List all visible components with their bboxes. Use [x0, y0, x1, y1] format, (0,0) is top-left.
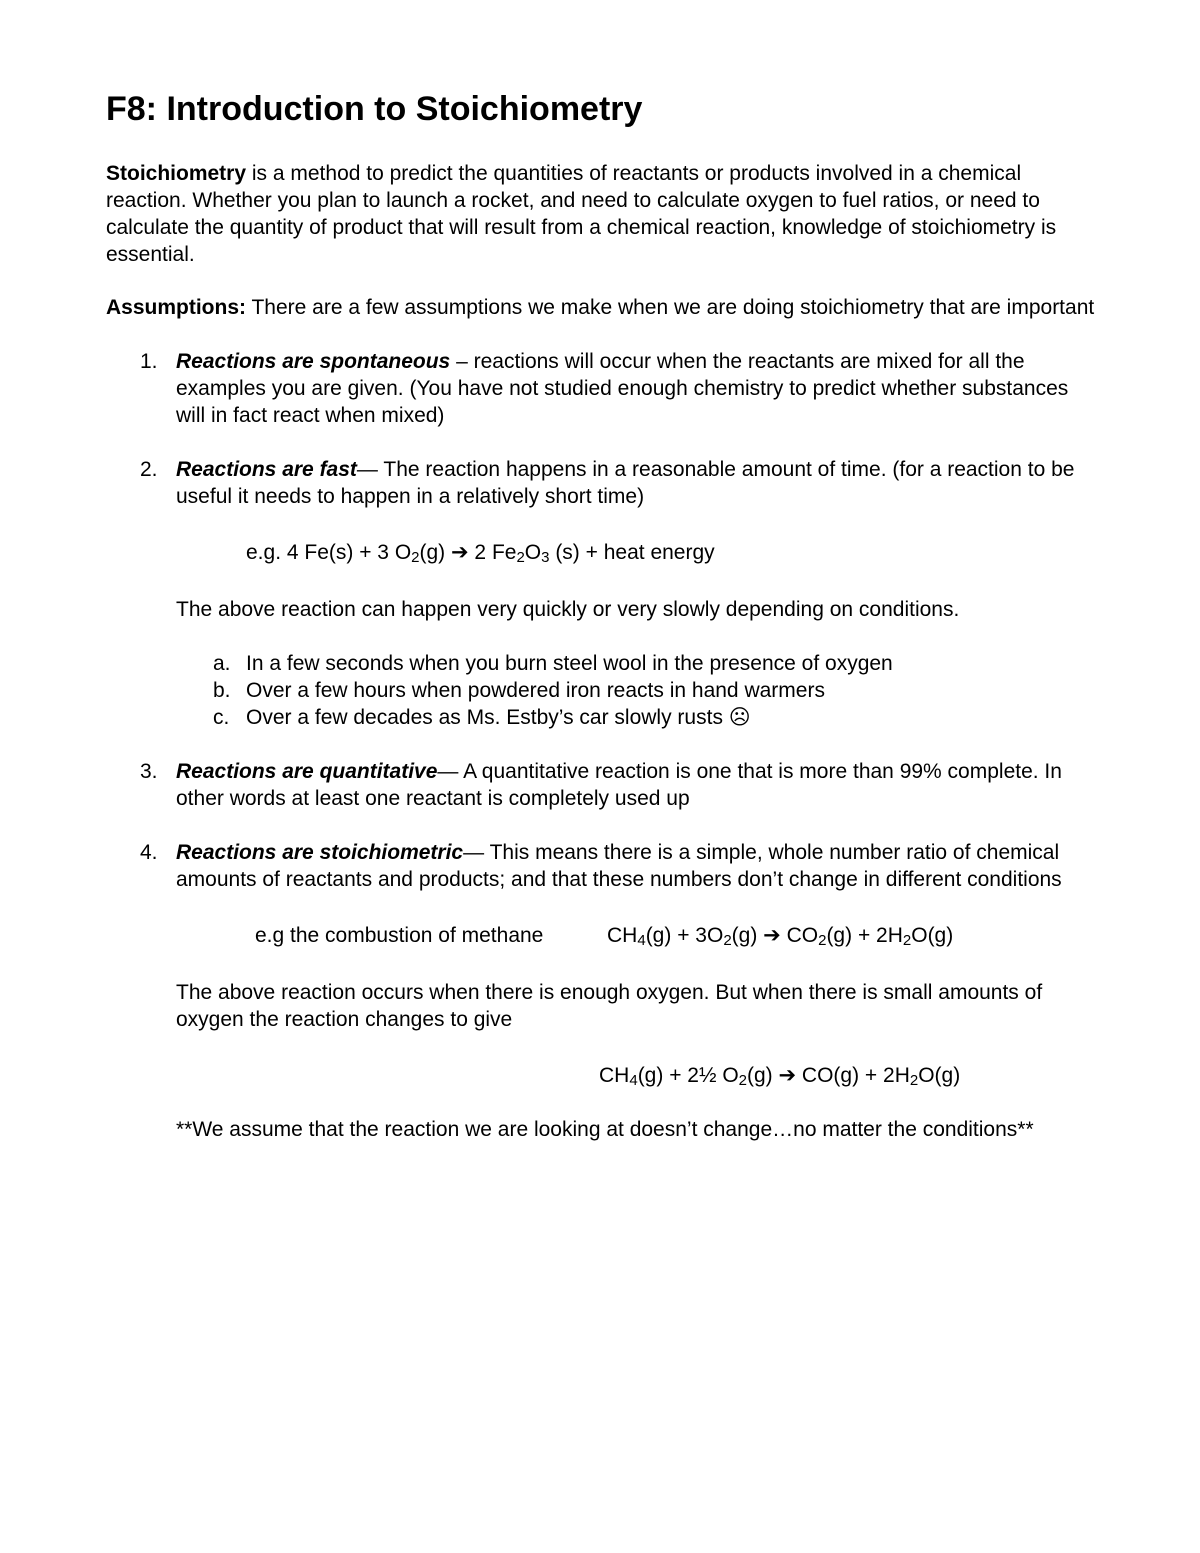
limited-oxygen-note: The above reaction occurs when there is enough oxygen. But when there is small amounts of oxygen the reaction changes to give — [176, 981, 1043, 1031]
list-item-body: — The reaction happens in a reasonable amount of time. (for a reaction to be useful it needs to happen in a relatively short time) — [176, 458, 1075, 508]
reaction-speed-sublist — [176, 650, 1096, 731]
iron-oxidation-equation — [176, 539, 1096, 566]
methane-combustion-equation — [176, 922, 1096, 949]
list-item-text — [176, 348, 1096, 429]
page-title: F8: Introduction to Stoichiometry — [106, 90, 643, 128]
list-item-fast — [106, 456, 1096, 731]
equation-part: O — [524, 541, 542, 564]
equation-subscript: 2 — [909, 1072, 919, 1089]
sublist-item — [176, 650, 1096, 677]
reaction-speed-note: The above reaction can happen very quickly or very slowly depending on conditions. — [176, 598, 960, 621]
list-item-spontaneous — [106, 348, 1096, 429]
list-number: 2. — [140, 458, 158, 481]
intro-paragraph — [106, 160, 1096, 268]
document-page — [106, 88, 1096, 1170]
assumptions-text: There are a few assumptions we make when we are doing stoichiometry that are important — [246, 296, 1095, 319]
equation-part: (g) ➔ CO(g) + 2H — [747, 1064, 910, 1087]
list-item-body: – reactions will occur when the reactants are mixed for all the examples you are given. (You have not studied enough chemistry to predict whether substances will in fact react when mixed) — [176, 350, 1069, 427]
equation-part: O(g) — [918, 1064, 961, 1087]
incomplete-combustion-equation — [176, 1062, 1096, 1089]
equation-part: (g) ➔ 2 Fe — [419, 541, 517, 564]
equation-part: (s) + heat energy — [549, 541, 715, 564]
equation-part: CH — [607, 924, 638, 947]
equation-part: (g) ➔ CO — [731, 924, 819, 947]
sublist-text: Over a few decades as Ms. Estby’s car slowly rusts ☹ — [246, 706, 751, 729]
list-number: 4. — [140, 841, 158, 864]
list-item-lead: Reactions are fast — [176, 458, 357, 481]
equation-subscript: 2 — [723, 932, 732, 949]
equation-subscript: 2 — [818, 932, 827, 949]
equation-subscript: 3 — [541, 549, 550, 566]
list-item-lead: Reactions are spontaneous — [176, 350, 451, 373]
equation-subscript: 4 — [637, 932, 646, 949]
list-item-lead: Reactions are quantitative — [176, 760, 438, 783]
list-item-text — [176, 839, 1096, 893]
sublist-text: Over a few hours when powdered iron reacts in hand warmers — [246, 679, 825, 702]
equation-label: e.g the combustion of methane — [255, 924, 544, 947]
assumptions-label: Assumptions: — [106, 296, 247, 319]
sublist-item — [176, 704, 1096, 731]
intro-text: is a method to predict the quantities of reactants or products involved in a chemical reaction. Whether you plan to launch a rocket, and need to calculate oxygen to fuel ratios, or need to calculate the quantity of product that will result from a chemical reaction, knowledge of stoichiometry is essential. — [106, 162, 1057, 266]
equation-subscript: 2 — [902, 932, 912, 949]
equation-subscript: 2 — [738, 1072, 747, 1089]
list-item-body: — A quantitative reaction is one that is more than 99% complete. In other words at least one reactant is completely used up — [176, 760, 1062, 810]
list-item-body: — This means there is a simple, whole number ratio of chemical amounts of reactants and products; and that these numbers don’t change in different conditions — [176, 841, 1062, 891]
list-number: 3. — [140, 760, 158, 783]
equation-part: (g) + 2½ O — [637, 1064, 739, 1087]
sublist-letter: b. — [213, 679, 231, 702]
equation-part: (g) + 3O — [645, 924, 724, 947]
assumptions-paragraph — [106, 294, 1096, 321]
closing-note: **We assume that the reaction we are looking at doesn’t change…no matter the conditions** — [176, 1118, 1034, 1141]
assumptions-list — [106, 348, 1096, 1143]
list-number: 1. — [140, 350, 158, 373]
equation-part: O(g) — [911, 924, 954, 947]
list-item-text — [176, 456, 1096, 510]
list-item-lead: Reactions are stoichiometric — [176, 841, 464, 864]
sublist-letter: c. — [213, 706, 230, 729]
intro-term: Stoichiometry — [106, 162, 247, 185]
equation-part: (g) + 2H — [826, 924, 903, 947]
equation-subscript: 2 — [516, 549, 525, 566]
equation-subscript: 4 — [629, 1072, 638, 1089]
list-item-stoichiometric — [106, 839, 1096, 1143]
sublist-text: In a few seconds when you burn steel wool in the presence of oxygen — [246, 652, 893, 675]
equation-part: e.g. 4 Fe(s) + 3 O — [246, 541, 412, 564]
equation-subscript: 2 — [411, 549, 420, 566]
list-item-quantitative — [106, 758, 1096, 812]
sublist-letter: a. — [213, 652, 231, 675]
sublist-item — [176, 677, 1096, 704]
equation-part: CH — [599, 1064, 630, 1087]
list-item-text — [176, 758, 1096, 812]
